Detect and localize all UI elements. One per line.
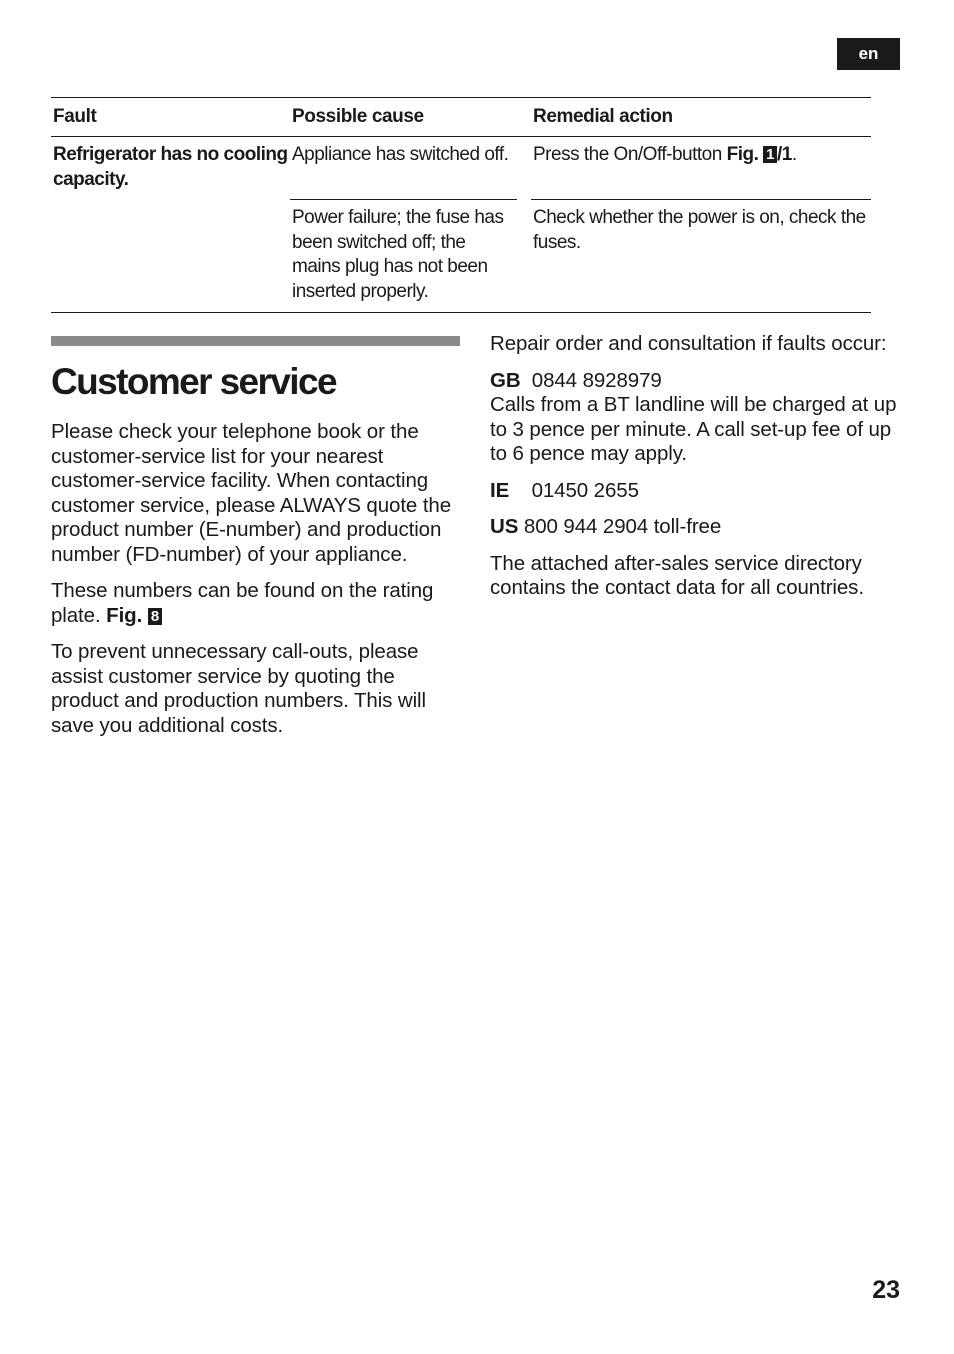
- contact-us: [490, 515, 900, 540]
- fig-reference: Fig.: [726, 144, 764, 165]
- gb-call-note: Calls from a BT landline will be charged at up to 3 pence per minute. A call set-up fee of up to 6 pence may apply.: [490, 393, 897, 465]
- country-code-us: US: [490, 515, 519, 538]
- country-code-gb: GB: [490, 368, 521, 392]
- contact-section: [490, 332, 900, 613]
- paragraph-callouts: To prevent unnecessary call-outs, please assist customer service by quoting the product and production numbers. This will save you additional costs.: [51, 640, 426, 737]
- fig-suffix: /1: [777, 144, 792, 165]
- contact-intro: Repair order and consultation if faults occur:: [490, 332, 887, 355]
- phone-gb: 0844 8928979: [531, 368, 662, 392]
- action-cell: [531, 200, 871, 313]
- action-text: Check whether the power is on, check the fuses.: [533, 207, 866, 253]
- action-text: Press the On/Off-button: [533, 144, 727, 165]
- paragraph-contact: Please check your telephone book or the customer-service list for your nearest customer-service facility. When contacting customer service, please ALWAYS quote the product number (E-number) and production number (FD-number) of your appliance.: [51, 420, 452, 566]
- contact-ie: [490, 479, 900, 504]
- customer-service-section: [51, 336, 461, 750]
- cause-cell: [290, 200, 517, 313]
- column-header-action: Remedial action: [531, 98, 871, 137]
- figure-number-badge: 8: [148, 608, 162, 625]
- phone-us: 800 944 2904 toll-free: [523, 515, 722, 538]
- fault-cell: [51, 137, 290, 313]
- column-header-cause: Possible cause: [290, 98, 517, 137]
- fault-table-header: [51, 98, 871, 137]
- page-number: 23: [872, 1276, 900, 1304]
- figure-number-badge: 1: [763, 146, 777, 163]
- fig-reference: Fig.: [106, 603, 143, 627]
- phone-ie: 01450 2655: [531, 478, 639, 502]
- country-code-ie: IE: [490, 478, 510, 502]
- section-rule: [51, 336, 460, 346]
- language-badge: en: [837, 38, 900, 70]
- fault-text: Refrigerator has no cooling capacity.: [53, 144, 288, 190]
- fault-table: [51, 97, 871, 313]
- cause-text: Appliance has switched off.: [292, 144, 509, 165]
- action-end: .: [791, 144, 797, 165]
- contact-outro: The attached after-sales service directory contains the contact data for all countries.: [490, 551, 864, 599]
- column-header-fault: Fault: [51, 98, 290, 137]
- contact-gb: [490, 369, 900, 467]
- cause-cell: [290, 137, 517, 200]
- cause-text: Power failure; the fuse has been switched off; the mains plug has not been inserted properly.: [292, 207, 504, 302]
- action-cell: [531, 137, 871, 200]
- table-row: [51, 137, 871, 200]
- paragraph-rating-plate: These numbers can be found on the rating plate. Fig. 8: [51, 579, 434, 627]
- section-title: Customer service: [51, 361, 336, 402]
